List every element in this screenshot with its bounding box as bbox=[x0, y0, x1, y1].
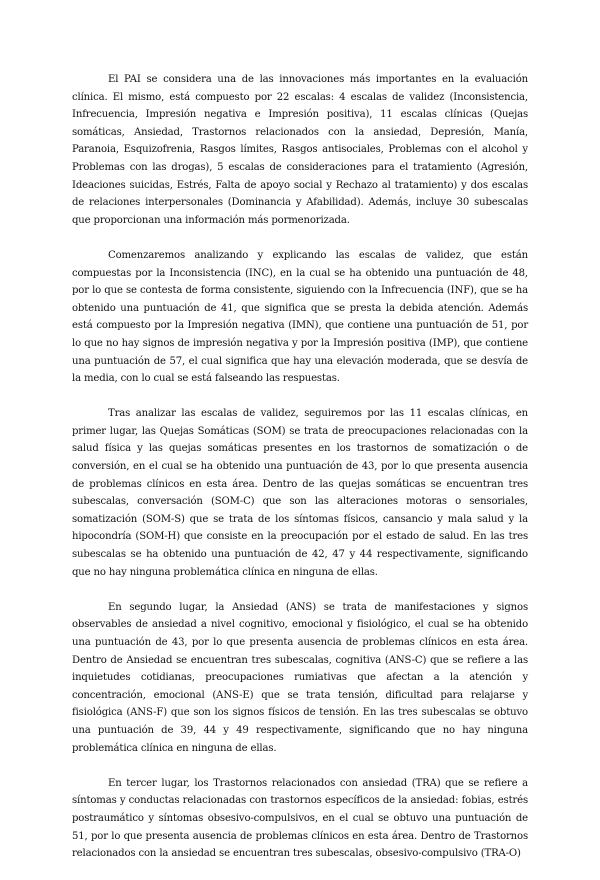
paragraph-anxiety-related-disorders: En tercer lugar, los Trastornos relacionados con ansiedad (TRA) que se refiere a síntomas y conductas relacionadas con trastornos específicos de la ansiedad: fobias, estrés postraumático y síntomas obsesivo-compulsivos, en el cual se obtuvo una puntuación de 51, por lo que presenta ausencia de problemas clínicos en esta área. Dentro de Trastornos relacionados con la ansiedad se encuentran tres subescalas, obsesivo-compulsivo (TRA-O) bbox=[72, 777, 528, 860]
paragraph-intro-pai: El PAI se considera una de las innovaciones más importantes en la evaluación clínica. El mismo, está compuesto por 22 escalas: 4 escalas de validez (Inconsistencia, Infrecuencia, Impresión negativa e Impresión positiva), 11 escalas clínicas (Quejas somáticas, Ansiedad, Trastornos relacionados con la ansiedad, Depresión, Manía, Paranoia, Esquizofrenia, Rasgos límites, Rasgos antisociales, Problemas con el alcohol y Problemas con las drogas), 5 escalas de consideraciones para el tratamiento (Agresión, Ideaciones suicidas, Estrés, Falta de apoyo social y Rechazo al tratamiento) y dos escalas de relaciones interpersonales (Dominancia y Afabilidad). Además, incluye 30 subescalas que proporcionan una información más pormenorizada. bbox=[72, 74, 528, 226]
body-text bbox=[72, 71, 528, 880]
paragraph-validity-scales: Comenzaremos analizando y explicando las escalas de validez, que están compuestas por la Inconsistencia (INC), en la cual se ha obtenido una puntuación de 48, por lo que se contesta de forma consistente, siguiendo con la Infrecuencia (INF), que se ha obtenido una puntuación de 41, que significa que se presta la debida atención. Además está compuesto por la Impresión negativa (IMN), que contiene una puntuación de 51, por lo que no hay signos de impresión negativa y por la Impresión positiva (IMP), que contiene una puntuación de 57, el cual significa que hay una elevación moderada, que se desvía de la media, con lo cual se está falseando las respuestas. bbox=[72, 249, 528, 385]
paragraph-anxiety: En segundo lugar, la Ansiedad (ANS) se trata de manifestaciones y signos observables de ansiedad a nivel cognitivo, emocional y fisiológico, el cual se ha obtenido una puntuación de 43, por lo que presenta ausencia de problemas clínicos en esta área. Dentro de Ansiedad se encuentran tres subescalas, cognitiva (ANS-C) que se refiere a las inquietudes cotidianas, preocupaciones rumiativas que afectan a la atención y concentración, emocional (ANS-E) que se trata tensión, dificultad para relajarse y fisiológica (ANS-F) que son los signos físicos de tensión. En las tres subescalas se obtuvo una puntuación de 39, 44 y 49 respectivamente, significando que no hay ninguna problemática clínica en ninguna de ellas. bbox=[72, 601, 528, 754]
paragraph-somatic-complaints: Tras analizar las escalas de validez, seguiremos por las 11 escalas clínicas, en primer lugar, las Quejas Somáticas (SOM) se trata de preocupaciones relacionadas con la salud física y las quejas somáticas presentes en los trastornos de somatización o de conversión, en el cual se ha obtenido una puntuación de 43, por lo que presenta ausencia de problemas clínicos en esta área. Dentro de las quejas somáticas se encuentran tres subescalas, conversación (SOM-C) que son las alteraciones motoras o sensoriales, somatización (SOM-S) que se trata de los síntomas físicos, cansancio y mala salud y la hipocondría (SOM-H) que consiste en la preocupación por el estado de salud. En las tres subescalas se ha obtenido una puntuación de 42, 47 y 44 respectivamente, significando que no hay ninguna problemática clínica en ninguna de ellas. bbox=[72, 408, 528, 578]
